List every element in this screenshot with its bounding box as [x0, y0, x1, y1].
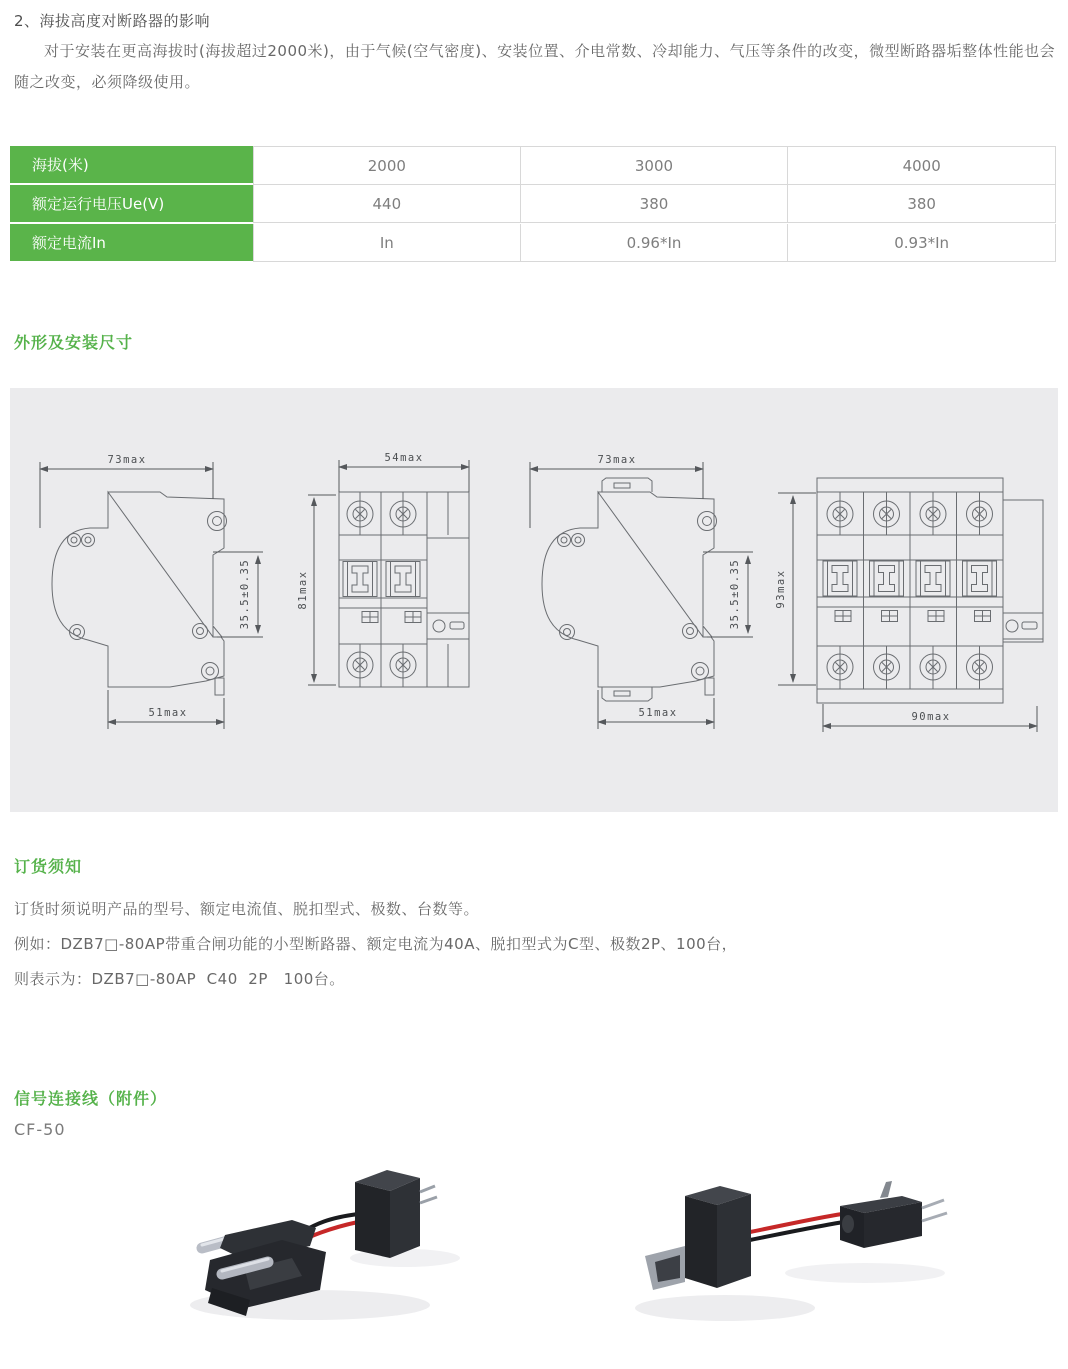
- table-cell: 380: [521, 185, 789, 223]
- signal-cable-model: CF-50: [14, 1120, 66, 1139]
- table-cell: 0.93*In: [788, 224, 1056, 262]
- front-view-4pole-drawing: [775, 478, 1043, 732]
- signal-cable-photo-2: [590, 1158, 960, 1343]
- ordering-line-3: 则表示为：DZB7□-80AP C40 2P 100台。: [14, 970, 345, 988]
- signal-cable-photo-1: [150, 1140, 490, 1340]
- altitude-section-title: 2、海拔高度对断路器的影响: [14, 12, 211, 30]
- table-cell: 2000: [253, 146, 521, 185]
- altitude-table: [10, 146, 1056, 262]
- ordering-line-2: 例如：DZB7□-80AP带重合闸功能的小型断路器、额定电流为40A、脱扣型式为C型、极数2P、100台，: [14, 935, 738, 953]
- ordering-line-1: 订货时须说明产品的型号、额定电流值、脱扣型式、极数、台数等。: [14, 900, 480, 918]
- table-cell: 3000: [521, 146, 789, 185]
- front-view-2pole-drawing: [297, 452, 469, 687]
- breaker-dimension-drawing: [10, 388, 1058, 812]
- dimension-drawings-panel: [10, 388, 1058, 812]
- side-profile-2-terminal-bumps: [602, 478, 652, 701]
- signal-cable-section-title: 信号连接线（附件）: [14, 1089, 168, 1108]
- table-row-label: 海拔(米): [10, 146, 253, 185]
- dim-label-81max: 81max: [297, 570, 309, 610]
- ordering-section-title: 订货须知: [14, 857, 83, 876]
- side-profile-drawing-1: [40, 454, 263, 729]
- table-row-label: 额定运行电压Ue(V): [10, 185, 253, 224]
- table-cell: 440: [253, 185, 521, 223]
- dim-label-90max: 90max: [911, 711, 951, 723]
- table-cell: In: [253, 224, 521, 262]
- dimensions-section-title: 外形及安装尺寸: [14, 333, 134, 352]
- side-profile-drawing-2: [530, 454, 753, 729]
- table-row-label: 额定电流In: [10, 224, 253, 261]
- table-cell: 4000: [788, 146, 1056, 185]
- table-cell: 0.96*In: [521, 224, 789, 262]
- altitude-paragraph: 对于安装在更高海拔时(海拔超过2000米)，由于气候(空气密度)、安装位置、介电常数、冷却能力、气压等条件的改变，微型断路器垢整体性能也会随之改变，必须降级使用。: [14, 42, 1056, 91]
- dim-label-93max: 93max: [775, 569, 787, 609]
- dim-label-54max: 54max: [384, 452, 424, 464]
- table-cell: 380: [788, 185, 1056, 223]
